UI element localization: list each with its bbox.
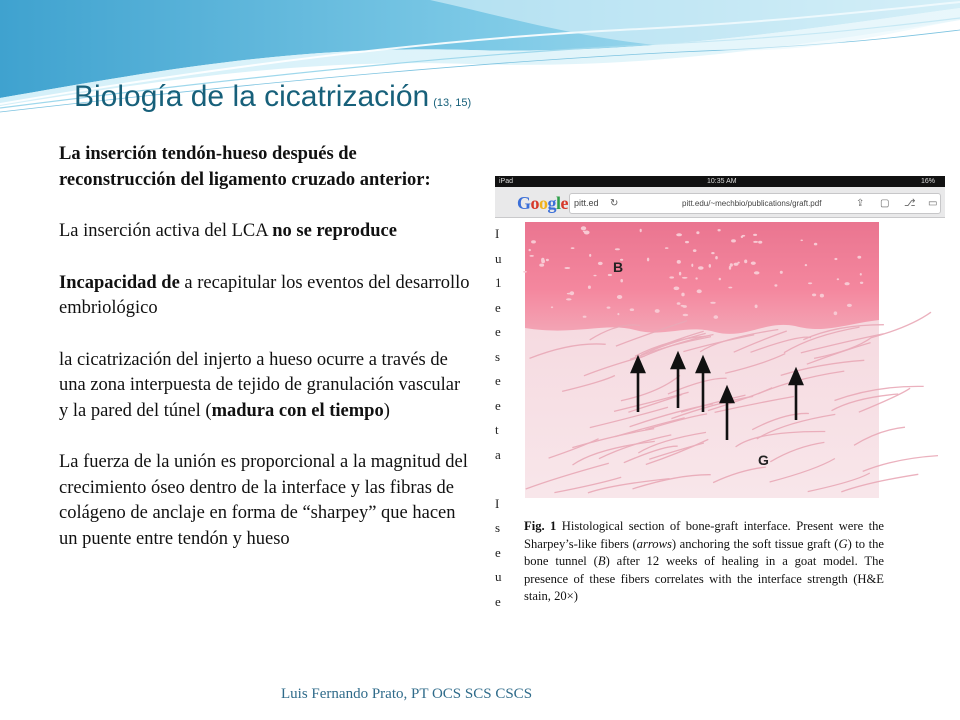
lacuna — [710, 302, 715, 304]
embedded-article-screenshot — [495, 176, 945, 609]
google-logo-letter: o — [539, 193, 548, 213]
slide-title-text: Biología de la cicatrización — [74, 80, 430, 113]
lacuna — [674, 287, 680, 291]
lacuna — [677, 260, 681, 264]
paragraph-3-run-1: Incapacidad de — [59, 272, 180, 293]
caption-run-8: ) after 12 weeks of healing in a goat model. The presence of these fibers correlates with the interface strength (H&E stain, 20×) — [524, 554, 884, 603]
lacuna — [698, 266, 704, 269]
lacuna — [691, 264, 693, 267]
paragraph-3-run-2: a recapitular los eventos del desarrollo embriológico — [59, 272, 470, 318]
lacuna — [718, 229, 721, 231]
figure-caption — [524, 518, 884, 606]
tabs-icon: ▭ — [928, 198, 938, 209]
edge-letter: e — [495, 544, 501, 560]
paragraph-2-run-1: La inserción activa del LCA — [59, 221, 273, 241]
lacuna — [598, 262, 603, 265]
edge-letter — [495, 467, 503, 492]
lacuna — [655, 309, 660, 313]
caption-run-5: G — [838, 536, 848, 551]
edge-letter: a — [495, 446, 501, 462]
body-paragraph-1 — [59, 142, 473, 193]
lacuna — [754, 271, 760, 274]
edge-letter: I — [495, 495, 500, 511]
ipad-status-bar — [495, 176, 945, 187]
slide-title — [74, 80, 471, 114]
lacuna — [669, 276, 674, 278]
edge-letter: s — [495, 520, 501, 535]
lacuna — [697, 289, 702, 293]
lacuna — [608, 274, 612, 276]
bone-label: B — [613, 259, 624, 275]
lacuna — [744, 260, 747, 264]
paragraph-1-run-1: La inserción tendón-hueso después de reconstrucción del ligamento cruzado anterior: — [59, 144, 431, 190]
graft-label: G — [758, 452, 769, 468]
edge-letter: s — [495, 348, 501, 364]
edge-letter: 1 — [495, 275, 502, 290]
lacuna — [728, 287, 732, 289]
lacuna — [617, 295, 622, 299]
status-time: 10:35 AM — [707, 178, 737, 185]
url-bar — [569, 193, 941, 214]
lacuna — [564, 267, 570, 269]
slide-body-text — [59, 142, 473, 578]
lacuna — [630, 308, 634, 311]
lacuna — [751, 262, 756, 265]
lacuna — [593, 275, 596, 277]
lacuna — [665, 247, 669, 249]
lacuna — [551, 306, 553, 308]
slide-title-reference: (13, 15) — [433, 97, 472, 109]
lacuna — [640, 229, 642, 232]
reload-icon: ↻ — [610, 198, 619, 209]
caption-run-4: ) anchoring the soft tissue graft ( — [671, 536, 839, 551]
lacuna — [685, 241, 689, 243]
lacuna — [857, 256, 861, 259]
url-full: pitt.edu/~mechbio/publications/graft.pdf — [682, 199, 822, 208]
caption-run-7: B — [597, 554, 606, 568]
lacuna — [814, 243, 817, 246]
lacuna — [714, 315, 719, 319]
lacuna — [681, 293, 684, 297]
lacuna — [715, 256, 718, 259]
lacuna — [676, 233, 682, 236]
lacuna — [617, 313, 619, 315]
lacuna — [741, 236, 743, 238]
lacuna — [588, 286, 591, 289]
lacuna — [834, 258, 837, 260]
lacuna — [753, 241, 758, 243]
lacuna — [774, 284, 777, 286]
histology-image — [525, 222, 879, 498]
lacuna — [758, 241, 762, 244]
google-logo-letter: e — [560, 193, 569, 213]
lacuna — [780, 271, 783, 274]
google-logo — [517, 193, 568, 214]
lacuna — [847, 304, 852, 307]
bookmark-icon: ⎇ — [904, 198, 916, 209]
lacuna — [755, 305, 758, 309]
slide-footer: Luis Fernando Prato, PT OCS SCS CSCS — [281, 686, 533, 702]
edge-letter: e — [495, 324, 501, 339]
lacuna — [845, 282, 850, 285]
cropped-text-edge — [495, 222, 503, 614]
lacuna — [812, 294, 816, 297]
lacuna — [753, 234, 757, 236]
lacuna — [860, 273, 862, 276]
lacuna — [837, 278, 839, 280]
lacuna — [523, 271, 527, 273]
lacuna — [620, 279, 623, 282]
lacuna — [541, 258, 544, 262]
lacuna — [808, 282, 812, 284]
caption-run-3: arrows — [636, 536, 672, 551]
lacuna — [539, 264, 544, 267]
lacuna — [695, 277, 697, 279]
status-carrier: iPad — [499, 178, 514, 185]
lacuna — [696, 231, 699, 234]
lacuna — [683, 314, 689, 317]
lacuna — [711, 252, 714, 254]
lacuna — [820, 294, 824, 298]
lacuna — [679, 272, 681, 276]
edge-letter: u — [495, 569, 502, 584]
google-logo-letter: l — [556, 193, 561, 213]
lacuna — [693, 249, 697, 252]
body-paragraph-2 — [59, 219, 473, 245]
url-short: pitt.ed — [574, 198, 599, 208]
lacuna — [647, 258, 649, 262]
lacuna — [682, 277, 688, 279]
lacuna — [530, 255, 534, 257]
lacuna — [583, 231, 585, 233]
body-paragraph-4 — [59, 348, 473, 425]
paragraph-4-run-1: la cicatrización del injerto a hueso ocurre a través de una zona interpuesta de tejido de granulación vascular y la pared del túnel ( — [59, 349, 461, 421]
lacuna — [731, 239, 736, 242]
google-logo-letter: g — [547, 193, 557, 213]
lacuna — [581, 226, 586, 230]
paragraph-5-run-1: La fuerza de la unión es proporcional a la magnitud del crecimiento óseo dentro de la interface y las fibras de colágeno de anclaje en forma de “sharpey” que hacen un puente entre tendón y hueso — [59, 452, 468, 549]
lacuna — [737, 262, 739, 264]
lacuna — [800, 240, 803, 242]
share-icon: ⇪ — [856, 198, 865, 209]
edge-letter: e — [495, 299, 501, 315]
paragraph-2-run-2: no se reproduce — [272, 221, 397, 241]
lacuna — [583, 316, 587, 318]
status-battery: 16% — [921, 178, 936, 185]
caption-run-2: Histological section of bone-graft interface. Present were the Sharpey’s-like fibers ( — [524, 519, 884, 551]
google-logo-letter: G — [517, 193, 531, 213]
lacuna — [615, 248, 620, 250]
body-paragraph-3 — [59, 271, 473, 322]
reader-icon: ▢ — [880, 198, 890, 209]
caption-run-1: Fig. 1 — [524, 519, 557, 533]
edge-letter: e — [495, 373, 501, 388]
edge-letter: e — [495, 397, 501, 413]
lacuna — [729, 266, 731, 270]
lacuna — [607, 307, 611, 309]
lacuna — [709, 264, 711, 268]
edge-letter: e — [495, 593, 501, 609]
lacuna — [570, 291, 574, 295]
edge-letter: u — [495, 250, 502, 266]
google-logo-letter: o — [530, 193, 540, 213]
lacuna — [681, 305, 685, 307]
lacuna — [719, 278, 721, 281]
browser-toolbar — [495, 187, 945, 218]
lacuna — [677, 302, 681, 305]
lacuna — [546, 259, 549, 261]
lacuna — [571, 247, 575, 249]
paragraph-4-run-3: ) — [383, 400, 390, 421]
caption-run-6: ) to the bone tunnel ( — [524, 536, 884, 568]
edge-letter: t — [495, 422, 499, 437]
lacuna — [531, 240, 536, 243]
edge-letter: I — [495, 226, 500, 241]
lacuna — [529, 249, 531, 251]
lacuna — [589, 254, 591, 257]
lacuna — [834, 311, 838, 315]
paragraph-4-run-2: madura con el tiempo — [211, 400, 384, 421]
lacuna — [566, 298, 572, 300]
lacuna — [805, 264, 807, 266]
lacuna — [860, 282, 863, 284]
body-paragraph-5 — [59, 450, 473, 552]
